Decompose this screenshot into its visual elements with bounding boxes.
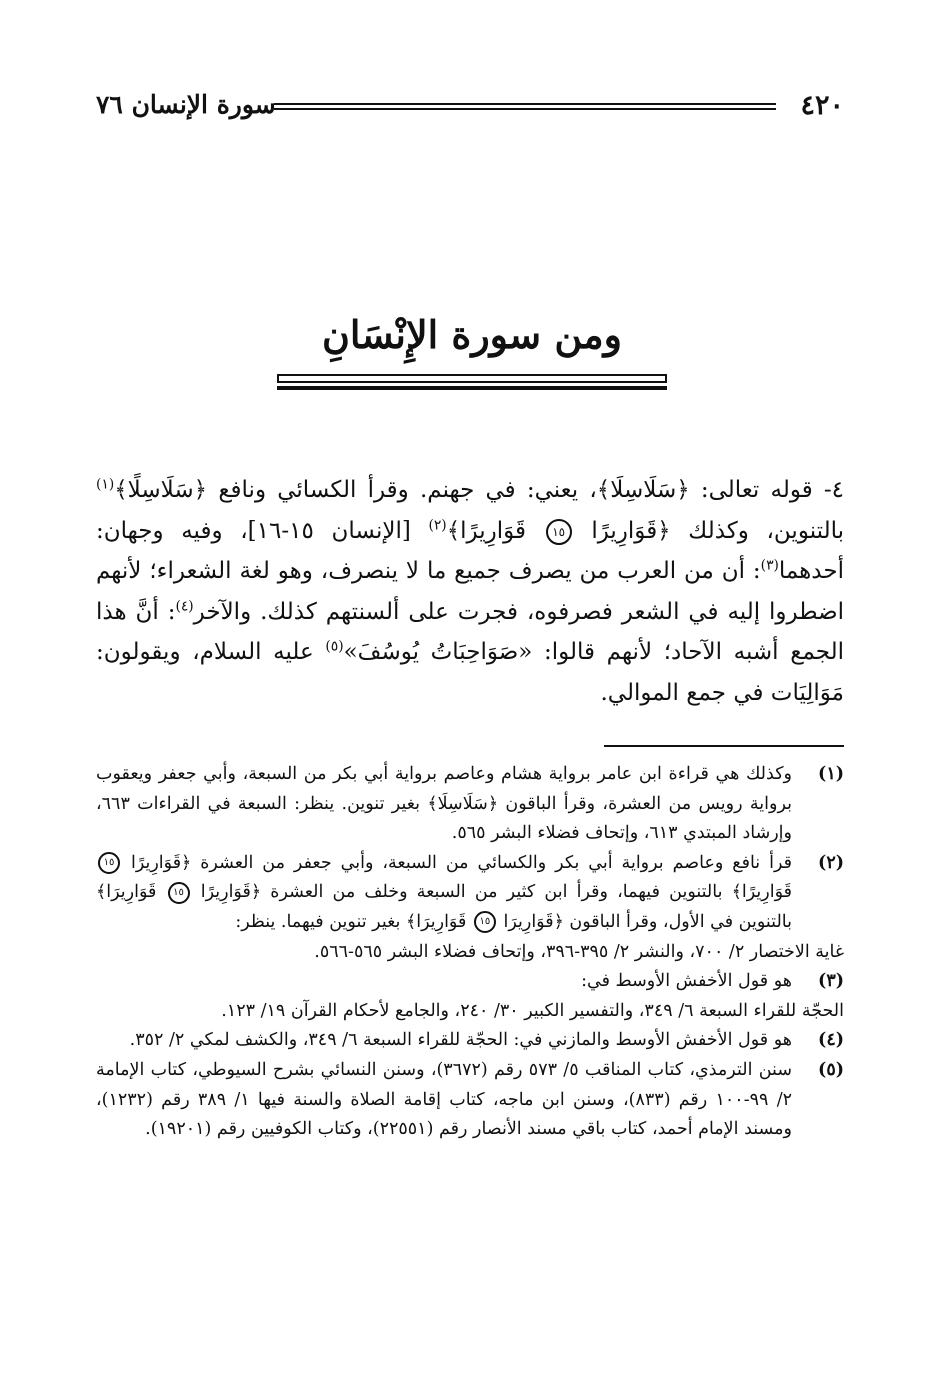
footnote-4: [96, 1026, 844, 1056]
footnotes: [96, 760, 844, 1145]
text-run: بالتنوين، وكذلك ﴿قَوَارِيرًا: [591, 517, 844, 544]
text-run: عليه السلام، ويقولون: مَوَالِيَات في جمع الموالي.: [96, 639, 844, 706]
ayah-number-marker: ١٥: [98, 852, 120, 874]
text-run: قَوَارِيرًا﴾ بالتنوين فيهما، وقرأ ابن كثير من السبعة وخلف من العشرة ﴿قَوَارِيرًا: [200, 882, 792, 903]
footnote-5: [96, 1056, 844, 1145]
footnote-number: (٥): [818, 1059, 844, 1080]
running-header: [96, 86, 844, 126]
header-double-rule: [274, 103, 776, 110]
footnote-number: (٣): [818, 971, 844, 992]
footnote-separator: [604, 745, 844, 747]
commentary-paragraph: [96, 470, 844, 713]
footnote-number: (١): [818, 764, 844, 784]
footnote-marker: (٤): [175, 597, 194, 614]
ornament-bar-bottom: [277, 386, 667, 390]
footnote-text: هو قول الأخفش الأوسط في:: [581, 971, 792, 992]
text-run: : أن من العرب من يصرف جميع ما لا ينصرف، وهو لغة الشعراء؛ لأنهم اضطروا إليه في الشعر فصرفوه، فجرت على ألسنتهم كذلك. والآخر: [96, 558, 845, 625]
page-number: ٤٢٠: [800, 90, 844, 121]
text-run: قرأ نافع وعاصم برواية أبي بكر والكسائي من السبعة، وأبي جعفر من العشرة ﴿قَوَارِيرًا: [130, 852, 792, 873]
footnote-marker: (٥): [325, 638, 344, 655]
ayah-number-marker: ١٥: [168, 882, 190, 904]
footnote-1: [96, 760, 844, 849]
main-text: [96, 470, 844, 713]
text-run: قَوَارِيرَا﴾ بغير تنوين فيهما. ينظر:: [235, 911, 472, 932]
text-run: قَوَارِيرًا﴾: [446, 517, 544, 544]
footnote-text: سنن الترمذي، كتاب المناقب ٥/ ٥٧٣ رقم (٣٦٧٢)، وسنن النسائي بشرح السيوطي، كتاب الإمامة ٢/ ٩٩-١٠٠ رقم (٨٣٣)، وسنن ابن ماجه، كتاب إقامة الصلاة والسنة فيها ١/ ٣٨٩ رقم (١٢٣٢)، ومسند الإمام أحمد، كتاب باقي مسند الأنصار رقم (٢٢٥٥١)، وكتاب الكوفيين رقم (١٩٢٠١).: [96, 1059, 792, 1140]
running-title: سورة الإنسان ٧٦: [96, 90, 276, 119]
text-run: ٤- قوله تعالى: ﴿سَلَاسِلَا﴾، يعني: في جهنم. وقرأ الكسائي ونافع ﴿سَلَاسِلًا﴾: [114, 477, 844, 503]
heading-ornament-rule: [277, 374, 667, 391]
ornament-bar-outline: [277, 374, 667, 383]
footnote-reference-line: الحجّة للقراء السبعة ٦/ ٣٤٩، والتفسير الكبير ٣٠/ ٢٤٠، والجامع لأحكام القرآن ١٩/ ١٢٣.: [221, 1000, 844, 1021]
footnote-reference-line: غاية الاختصار ٢/ ٧٠٠، والنشر ٢/ ٣٩٥-٣٩٦، وإتحاف فضلاء البشر ٥٦٥-٥٦٦.: [314, 941, 844, 962]
footnote-number: (٢): [818, 852, 844, 873]
footnote-2: [96, 849, 844, 967]
footnote-text: [96, 849, 792, 938]
text-run: : أنَّ هذا الجمع أشبه الآحاد؛ لأنهم قالوا: «صَوَاحِبَاتُ يُوسُفَ»: [96, 598, 844, 665]
surah-heading: ومن سورة الإِنْسَانِ: [321, 312, 622, 357]
ayah-number-marker: ١٥: [546, 519, 572, 545]
footnote-text: وكذلك هي قراءة ابن عامر برواية هشام وعاصم برواية أبي بكر من السبعة، وأبي جعفر ويعقوب برواية رويس من العشرة، وقرأ الباقون ﴿سَلَاسِلَا﴾ بغير تنوين. ينظر: السبعة في القراءات ٦٦٣، وإرشاد المبتدي ٦١٣، وإتحاف فضلاء البشر ٥٦٥.: [96, 764, 792, 844]
footnote-marker: (٣): [760, 557, 779, 574]
footnote-marker: (٢): [428, 516, 447, 533]
text-run: قَوَارِيرَا﴾ بالتنوين في الأول، وقرأ الباقون ﴿قَوَارِيرَا: [96, 882, 792, 932]
footnote-3: [96, 967, 844, 1026]
ayah-number-marker: ١٥: [474, 911, 496, 933]
text-run: [الإنسان ١٥-١٦]، وفيه وجهان: أحدهما: [96, 517, 844, 584]
footnote-marker: (١): [96, 476, 115, 493]
footnote-text: هو قول الأخفش الأوسط والمازني في: الحجّة للقراء السبعة ٦/ ٣٤٩، والكشف لمكي ٢/ ٣٥٢.: [129, 1030, 792, 1051]
footnote-number: (٤): [818, 1030, 844, 1051]
